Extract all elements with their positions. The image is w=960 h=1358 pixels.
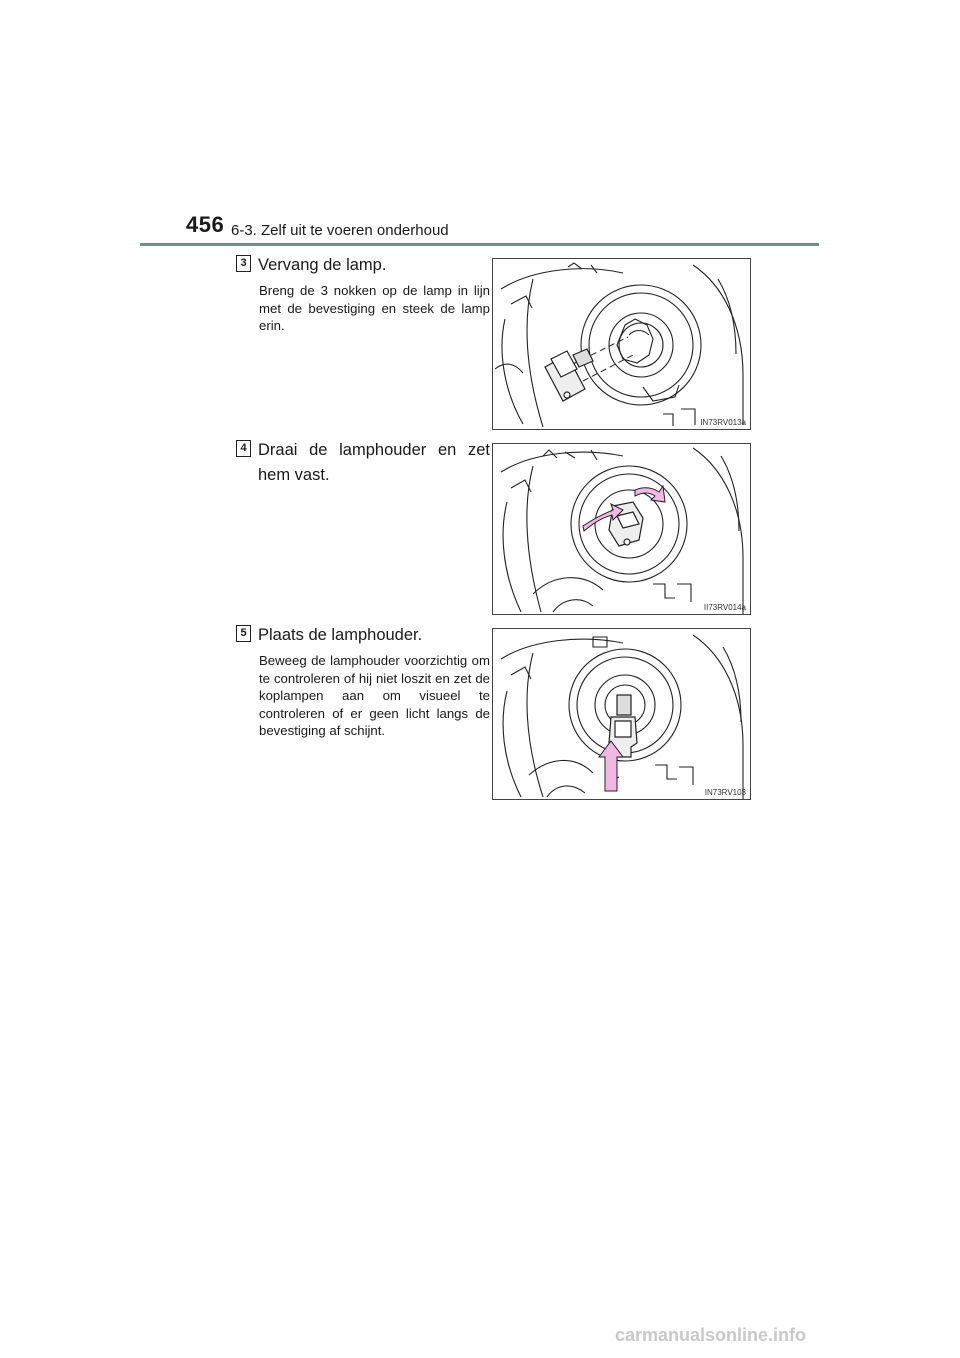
figure-code: IN73RV013a: [700, 418, 746, 427]
figure-code: II73RV014a: [703, 603, 746, 612]
page-number: 456: [186, 212, 225, 237]
step-number-4: 4: [236, 440, 251, 457]
step-5-description: Beweeg de lamphouder voorzichtig om te controleren of hij niet loszit en zet de koplampen aan om visueel te controleren of er geen licht langs de bevestiging af schijnt.: [259, 653, 490, 738]
figure-install-holder: [492, 628, 751, 800]
step-number-5: 5: [236, 625, 251, 642]
watermark: carmanualsonline.info: [615, 1325, 807, 1345]
step-3-title: Vervang de lamp.: [258, 256, 387, 274]
step-3-description: Breng de 3 nokken op de lamp in lijn met de bevestiging en steek de lamp erin.: [259, 283, 490, 333]
figure-turn-holder: [492, 443, 751, 615]
step-number-3: 3: [236, 255, 251, 272]
step-5-title: Plaats de lamphouder.: [258, 626, 423, 644]
headlamp-bulb-illustration: [493, 259, 750, 429]
header-rule: [140, 243, 819, 246]
step-4-title: Draai de lamphouder en zet hem vast.: [258, 441, 490, 484]
figure-replace-bulb: [492, 258, 751, 430]
headlamp-turn-illustration: [493, 444, 750, 614]
headlamp-install-illustration: [493, 629, 750, 799]
section-title: 6-3. Zelf uit te voeren onderhoud: [231, 222, 449, 239]
figure-code: IN73RV103: [704, 788, 746, 797]
